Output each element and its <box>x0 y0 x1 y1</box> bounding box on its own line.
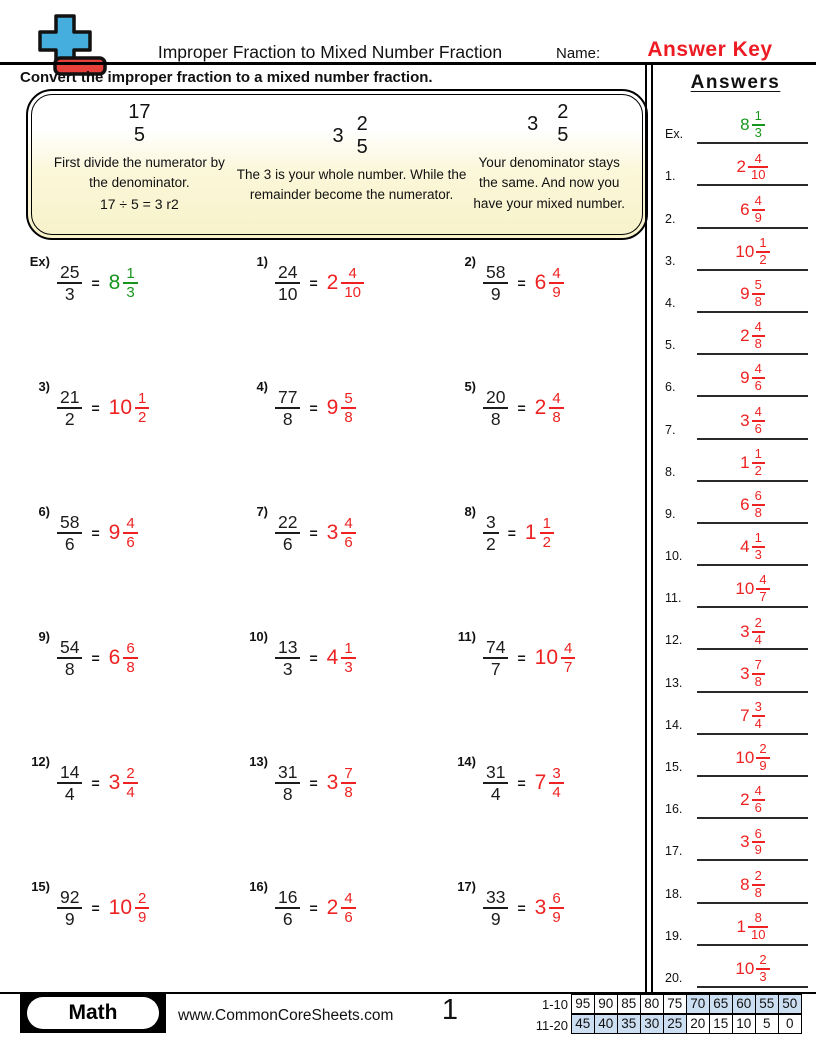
answer-number: 9. <box>665 506 676 521</box>
answer-value: 2 $\frac{4}{6}$ <box>740 784 765 816</box>
answer-blank-line <box>697 362 808 397</box>
answer-value: 9 $\frac{5}{8}$ <box>740 278 765 310</box>
answer-fraction: $\frac{7}{8}$ <box>752 658 765 690</box>
answer-fraction: $\frac{1}{3}$ <box>752 531 765 563</box>
problem-fraction: $\frac{58}{6}$ <box>57 512 82 554</box>
problem-item <box>446 373 646 439</box>
answer-number: 10. <box>665 549 683 564</box>
answer-fraction: $\frac{1}{2}$ <box>135 390 149 427</box>
answer-fraction: $\frac{5}{8}$ <box>752 278 765 310</box>
problem-item <box>238 748 446 814</box>
answer-fraction: $\frac{2}{8}$ <box>752 869 765 901</box>
example-step-text: The 3 is your whole number. While the remainder become the numerator. <box>236 167 467 203</box>
problem-number: 8) <box>464 504 476 519</box>
answer-row <box>655 102 816 144</box>
answer-number: 16. <box>665 802 683 817</box>
answer-value: 8 $\frac{1}{3}$ <box>740 109 765 141</box>
answer-value: 9 $\frac{4}{6}$ <box>740 362 765 394</box>
answer-blank-line <box>697 573 808 608</box>
score-cell: 10 <box>732 1014 757 1034</box>
example-fraction: 2 5 <box>356 113 368 158</box>
score-cell: 90 <box>594 994 619 1014</box>
answer-value: 10 $\frac{2}{3}$ <box>735 953 769 985</box>
problem-fraction: $\frac{3}{2}$ <box>483 512 499 554</box>
example-step-3 <box>468 101 630 230</box>
problem-answer: 6 $\frac{4}{9}$ <box>535 265 564 302</box>
example-fraction: 17 5 <box>128 101 151 146</box>
score-cell: 65 <box>709 994 734 1014</box>
problem-number: 2) <box>464 254 476 269</box>
answer-value: 4 $\frac{1}{3}$ <box>740 531 765 563</box>
answer-blank-line <box>697 827 808 862</box>
answer-number: 5. <box>665 338 676 353</box>
equals-sign: = <box>91 400 100 416</box>
problem-item <box>20 873 238 939</box>
answer-value: 10 $\frac{1}{2}$ <box>735 236 769 268</box>
score-range-label: 11-20 <box>535 1018 568 1033</box>
example-step-text: First divide the numerator by the denominator. <box>53 155 225 191</box>
answer-fraction: $\frac{1}{2}$ <box>752 447 765 479</box>
problem-answer: 3 $\frac{6}{9}$ <box>535 890 564 927</box>
answer-fraction: $\frac{2}{9}$ <box>756 742 769 774</box>
problem-item <box>238 873 446 939</box>
answer-value: 3 $\frac{2}{4}$ <box>740 616 765 648</box>
answer-value: 6 $\frac{4}{9}$ <box>740 194 765 226</box>
answer-number: 11. <box>665 591 682 606</box>
problem-answer: 9 $\frac{5}{8}$ <box>327 390 356 427</box>
problem-fraction: $\frac{25}{3}$ <box>57 262 82 304</box>
score-cell: 80 <box>640 994 665 1014</box>
problem-fraction: $\frac{58}{9}$ <box>483 262 508 304</box>
problem-number: 11) <box>457 629 476 644</box>
answer-number: 15. <box>665 760 683 774</box>
answer-blank-line <box>697 616 808 651</box>
problem-answer: 2 $\frac{4}{6}$ <box>327 890 356 927</box>
answer-blank-line <box>697 236 808 271</box>
answer-row <box>655 229 816 271</box>
answer-blank-line <box>697 658 808 693</box>
name-label: Name: <box>556 45 601 62</box>
answer-fraction: $\frac{7}{8}$ <box>341 765 355 802</box>
problem-number: 10) <box>249 629 268 644</box>
answer-row <box>655 313 816 355</box>
answer-value: 1 $\frac{8}{10}$ <box>737 911 769 943</box>
problem-number: Ex) <box>29 254 50 269</box>
score-row <box>532 1015 802 1036</box>
answer-number: 6. <box>665 380 676 395</box>
answer-row <box>655 440 816 482</box>
problem-answer: 8 $\frac{1}{3}$ <box>109 265 138 302</box>
problem-answer: 10 $\frac{4}{7}$ <box>535 640 576 677</box>
answer-fraction: $\frac{5}{8}$ <box>341 390 355 427</box>
example-mixed-number: 3 2 5 <box>332 113 370 159</box>
equals-sign: = <box>309 275 318 291</box>
answer-row <box>655 904 816 946</box>
answer-fraction: $\frac{1}{2}$ <box>756 236 769 268</box>
problem-item <box>20 748 238 814</box>
score-cell: 20 <box>686 1014 711 1034</box>
problem-fraction: $\frac{74}{7}$ <box>483 637 508 679</box>
answer-fraction: $\frac{8}{10}$ <box>748 911 768 943</box>
problem-answer: 4 $\frac{1}{3}$ <box>327 640 356 677</box>
equals-sign: = <box>91 775 100 791</box>
equals-sign: = <box>517 775 526 791</box>
answer-key-text: Answer Key <box>647 38 773 61</box>
score-cell: 25 <box>663 1014 688 1034</box>
equals-sign: = <box>309 400 318 416</box>
equals-sign: = <box>309 900 318 916</box>
answer-fraction: $\frac{4}{8}$ <box>752 320 765 352</box>
equals-sign: = <box>517 650 526 666</box>
answer-value: 1 $\frac{1}{2}$ <box>740 447 765 479</box>
problem-number: 9) <box>38 629 50 644</box>
problem-answer: 3 $\frac{4}{6}$ <box>327 515 356 552</box>
problem-fraction: $\frac{13}{3}$ <box>275 637 300 679</box>
answer-row <box>655 524 816 566</box>
problem-number: 4) <box>256 379 268 394</box>
problem-item <box>446 248 646 314</box>
answer-blank-line <box>697 911 808 946</box>
answer-fraction: $\frac{2}{4}$ <box>123 765 137 802</box>
problem-item <box>238 248 446 314</box>
equals-sign: = <box>517 900 526 916</box>
answer-fraction: $\frac{1}{2}$ <box>540 515 554 552</box>
problem-item <box>238 623 446 689</box>
problem-answer: 7 $\frac{3}{4}$ <box>535 765 564 802</box>
answer-fraction: $\frac{4}{10}$ <box>341 265 364 302</box>
answer-blank-line <box>697 489 808 524</box>
equals-sign: = <box>91 525 100 541</box>
problem-number: 6) <box>38 504 50 519</box>
problem-item <box>238 373 446 439</box>
problem-answer: 2 $\frac{4}{10}$ <box>327 265 364 302</box>
answer-row <box>655 397 816 439</box>
answer-fraction: $\frac{2}{3}$ <box>756 953 769 985</box>
equals-sign: = <box>91 900 100 916</box>
score-cell: 45 <box>571 1014 596 1034</box>
problem-fraction: $\frac{21}{2}$ <box>57 387 82 429</box>
answer-number: 17. <box>665 844 683 859</box>
answer-value: 10 $\frac{4}{7}$ <box>735 573 769 605</box>
answer-fraction: $\frac{4}{7}$ <box>756 573 769 605</box>
answer-value: 6 $\frac{6}{8}$ <box>740 489 765 521</box>
problem-number: 16) <box>249 879 268 894</box>
answer-value: 3 $\frac{4}{6}$ <box>740 405 765 437</box>
answer-value: 10 $\frac{2}{9}$ <box>735 742 769 774</box>
answer-fraction: $\frac{1}{3}$ <box>752 109 765 141</box>
website-link[interactable]: www.CommonCoreSheets.com <box>178 1007 394 1024</box>
problem-fraction: $\frac{16}{6}$ <box>275 887 300 929</box>
answer-fraction: $\frac{4}{10}$ <box>748 152 768 184</box>
answer-blank-line <box>697 152 808 187</box>
answer-fraction: $\frac{4}{6}$ <box>752 784 765 816</box>
problem-answer: 10 $\frac{2}{9}$ <box>109 890 150 927</box>
problem-item <box>20 373 238 439</box>
problem-number: 17) <box>457 879 476 894</box>
answer-number: 13. <box>665 675 683 690</box>
answers-divider <box>645 64 653 992</box>
problems-grid <box>20 248 648 998</box>
answer-row <box>655 186 816 228</box>
problem-item <box>20 248 238 314</box>
answer-row <box>655 355 816 397</box>
answer-fraction: $\frac{4}{7}$ <box>561 640 575 677</box>
problem-item <box>446 498 646 564</box>
answer-row <box>655 482 816 524</box>
problem-answer: 1 $\frac{1}{2}$ <box>525 515 554 552</box>
problem-fraction: $\frac{14}{4}$ <box>57 762 82 804</box>
answers-panel <box>655 64 816 992</box>
answer-row <box>655 650 816 692</box>
score-cell: 60 <box>732 994 757 1014</box>
problem-item <box>446 873 646 939</box>
problem-number: 15) <box>31 879 50 894</box>
example-fraction: 2 5 <box>557 101 569 146</box>
answer-number: 4. <box>665 295 676 310</box>
score-cell: 5 <box>755 1014 780 1034</box>
score-row <box>532 994 802 1015</box>
answer-fraction: $\frac{1}{3}$ <box>341 640 355 677</box>
answer-blank-line <box>697 784 808 819</box>
answer-value: 3 $\frac{6}{9}$ <box>740 827 765 859</box>
answer-number: Ex. <box>665 127 684 142</box>
problem-fraction: $\frac{54}{8}$ <box>57 637 82 679</box>
equals-sign: = <box>91 650 100 666</box>
instruction-text: Convert the improper fraction to a mixed number fraction. <box>20 69 433 86</box>
answer-blank-line <box>697 700 808 735</box>
equals-sign: = <box>91 275 100 291</box>
equals-sign: = <box>309 775 318 791</box>
answer-row <box>655 144 816 186</box>
answer-number: 14. <box>665 717 683 732</box>
problem-number: 3) <box>38 379 50 394</box>
problem-fraction: $\frac{22}{6}$ <box>275 512 300 554</box>
problem-answer: 9 $\frac{4}{6}$ <box>109 515 138 552</box>
answer-fraction: $\frac{2}{4}$ <box>752 616 765 648</box>
answer-fraction: $\frac{4}{9}$ <box>752 194 765 226</box>
score-cell: 40 <box>594 1014 619 1034</box>
problem-item <box>446 623 646 689</box>
math-badge <box>20 993 166 1033</box>
score-cell: 75 <box>663 994 688 1014</box>
answer-value: 2 $\frac{4}{10}$ <box>737 152 769 184</box>
answer-fraction: $\frac{4}{6}$ <box>752 405 765 437</box>
example-step-2 <box>235 101 469 230</box>
problem-number: 1) <box>256 254 268 269</box>
score-range-label: 1-10 <box>541 997 568 1012</box>
problem-answer: 3 $\frac{7}{8}$ <box>327 765 356 802</box>
answer-fraction: $\frac{4}{9}$ <box>549 265 563 302</box>
answer-row <box>655 271 816 313</box>
answer-fraction: $\frac{6}{9}$ <box>549 890 563 927</box>
answer-row <box>655 735 816 777</box>
problem-item <box>20 498 238 564</box>
answer-number: 8. <box>665 464 676 479</box>
equals-sign: = <box>309 525 318 541</box>
problem-fraction: $\frac{31}{4}$ <box>483 762 508 804</box>
equals-sign: = <box>309 650 318 666</box>
score-cell: 55 <box>755 994 780 1014</box>
answer-value: 8 $\frac{2}{8}$ <box>740 869 765 901</box>
answer-fraction: $\frac{4}{6}$ <box>123 515 137 552</box>
score-cell: 15 <box>709 1014 734 1034</box>
answer-value: 3 $\frac{7}{8}$ <box>740 658 765 690</box>
score-cell: 0 <box>778 1014 803 1034</box>
problem-answer: 6 $\frac{6}{8}$ <box>109 640 138 677</box>
answer-fraction: $\frac{3}{4}$ <box>549 765 563 802</box>
math-badge-label: Math <box>27 997 159 1029</box>
answer-fraction: $\frac{1}{3}$ <box>123 265 137 302</box>
problem-fraction: $\frac{92}{9}$ <box>57 887 82 929</box>
answers-title: Answers <box>690 72 781 93</box>
answer-fraction: $\frac{6}{9}$ <box>752 827 765 859</box>
score-table <box>532 994 802 1036</box>
problem-item <box>446 748 646 814</box>
problem-fraction: $\frac{20}{8}$ <box>483 387 508 429</box>
example-step-text: Your denominator stays the same. And now you have your mixed number. <box>473 155 626 211</box>
answer-number: 1. <box>665 169 676 184</box>
answer-row <box>655 819 816 861</box>
answer-row <box>655 777 816 819</box>
example-box <box>26 89 648 240</box>
problem-fraction: $\frac{31}{8}$ <box>275 762 300 804</box>
answer-row <box>655 566 816 608</box>
answer-fraction: $\frac{4}{6}$ <box>341 890 355 927</box>
problem-answer: 2 $\frac{4}{8}$ <box>535 390 564 427</box>
answer-blank-line <box>697 278 808 313</box>
answer-fraction: $\frac{3}{4}$ <box>752 700 765 732</box>
answer-row <box>655 946 816 988</box>
problem-number: 7) <box>256 504 268 519</box>
example-mixed-number: 3 2 5 <box>527 101 571 147</box>
score-cell: 50 <box>778 994 803 1014</box>
problem-answer: 10 $\frac{1}{2}$ <box>109 390 150 427</box>
answer-row <box>655 608 816 650</box>
example-formula: 17 ÷ 5 = 3 r2 <box>99 195 179 212</box>
answer-value: 7 $\frac{3}{4}$ <box>740 700 765 732</box>
score-cell: 35 <box>617 1014 642 1034</box>
score-cell: 30 <box>640 1014 665 1034</box>
answer-number: 19. <box>665 928 683 943</box>
answer-value: 2 $\frac{4}{8}$ <box>740 320 765 352</box>
page-title: Improper Fraction to Mixed Number Fraction <box>157 42 503 62</box>
answers-list <box>655 102 816 988</box>
problem-number: 12) <box>31 754 50 769</box>
answer-fraction: $\frac{4}{6}$ <box>341 515 355 552</box>
page-number: 1 <box>441 994 459 1026</box>
answer-fraction: $\frac{4}{8}$ <box>549 390 563 427</box>
answer-number: 7. <box>665 422 676 437</box>
answer-number: 2. <box>665 211 676 226</box>
problem-number: 13) <box>249 754 268 769</box>
equals-sign: = <box>517 275 526 291</box>
answer-blank-line <box>697 953 808 988</box>
problem-item <box>238 498 446 564</box>
score-cell: 70 <box>686 994 711 1014</box>
answer-row <box>655 861 816 903</box>
answer-blank-line <box>697 742 808 777</box>
answer-number: 3. <box>665 253 676 268</box>
problem-answer: 3 $\frac{2}{4}$ <box>109 765 138 802</box>
answer-blank-line <box>697 531 808 566</box>
answer-number: 20. <box>665 970 683 985</box>
equals-sign: = <box>507 525 516 541</box>
problem-number: 14) <box>457 754 476 769</box>
answer-fraction: $\frac{4}{6}$ <box>752 362 765 394</box>
answer-fraction: $\frac{6}{8}$ <box>752 489 765 521</box>
answer-blank-line <box>697 194 808 229</box>
answer-fraction: $\frac{6}{8}$ <box>123 640 137 677</box>
answer-blank-line <box>697 447 808 482</box>
answer-row <box>655 693 816 735</box>
answer-number: 18. <box>665 886 683 901</box>
answer-blank-line <box>697 320 808 355</box>
answer-blank-line <box>697 405 808 440</box>
equals-sign: = <box>517 400 526 416</box>
problem-item <box>20 623 238 689</box>
problem-number: 5) <box>464 379 476 394</box>
problem-fraction: $\frac{24}{10}$ <box>275 262 300 304</box>
example-step-1 <box>44 101 235 230</box>
answer-blank-line <box>697 869 808 904</box>
score-cell: 95 <box>571 994 596 1014</box>
answer-blank-line <box>697 109 808 144</box>
answer-fraction: $\frac{2}{9}$ <box>135 890 149 927</box>
answer-number: 12. <box>665 633 683 648</box>
score-cell: 85 <box>617 994 642 1014</box>
problem-fraction: $\frac{33}{9}$ <box>483 887 508 929</box>
problem-fraction: $\frac{77}{8}$ <box>275 387 300 429</box>
